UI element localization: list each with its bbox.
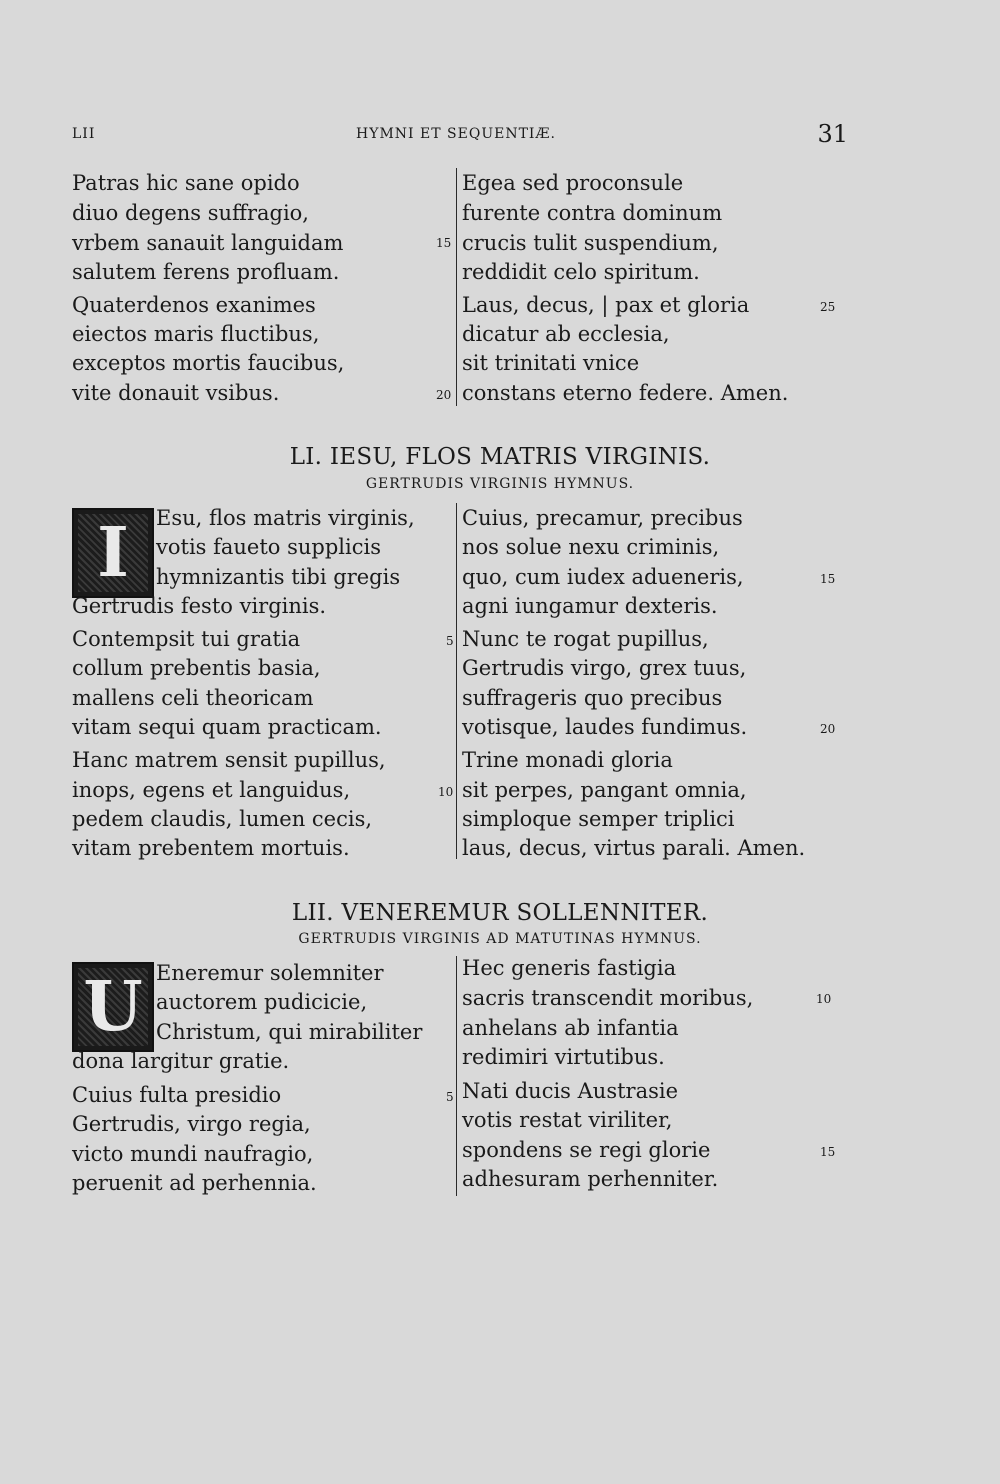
verse-line: Egea sed proconsule xyxy=(462,171,684,195)
verse-line: votis faueto supplicis xyxy=(156,535,381,559)
verse-line: constans eterno federe. Amen. xyxy=(462,381,789,405)
verse-line: vite donauit vsibus. xyxy=(72,381,280,405)
column-divider xyxy=(456,503,457,859)
verse-line: Gertrudis virgo, grex tuus, xyxy=(462,656,747,680)
verse-line: exceptos mortis faucibus, xyxy=(72,351,345,375)
verse-line: Eneremur solemniter xyxy=(156,961,384,985)
verse-line: Hec generis fastigia xyxy=(462,956,677,980)
line-number: 15 xyxy=(820,1145,836,1159)
verse-line: peruenit ad perhennia. xyxy=(72,1171,317,1195)
line-number: 10 xyxy=(816,992,832,1006)
verse-line: collum prebentis basia, xyxy=(72,656,321,680)
verse-line: reddidit celo spiritum. xyxy=(462,260,700,284)
verse-line: auctorem pudicicie, xyxy=(156,990,368,1014)
line-number: 25 xyxy=(820,300,836,314)
verse-line: Gertrudis, virgo regia, xyxy=(72,1112,311,1136)
line-number: 15 xyxy=(820,572,836,586)
verse-line: adhesuram perhenniter. xyxy=(462,1167,719,1191)
verse-line: agni iungamur dexteris. xyxy=(462,594,718,618)
initial-letter: U xyxy=(83,967,143,1047)
verse-line: Cuius, precamur, precibus xyxy=(462,506,743,530)
verse-line: Christum, qui mirabiliter xyxy=(156,1020,423,1044)
running-head-title: HYMNI ET SEQUENTIÆ. xyxy=(356,126,556,142)
decorated-initial xyxy=(72,508,154,598)
verse-line: laus, decus, virtus parali. Amen. xyxy=(462,836,806,860)
line-number: 15 xyxy=(436,236,452,250)
verse-line: sit trinitati vnice xyxy=(462,351,640,375)
verse-line: Trine monadi gloria xyxy=(462,748,673,772)
verse-line: Gertrudis festo virginis. xyxy=(72,594,327,618)
decorated-initial xyxy=(72,962,154,1052)
verse-line: sacris transcendit moribus, xyxy=(462,986,754,1010)
verse-line: furente contra dominum xyxy=(462,201,723,225)
hymn-52-text xyxy=(72,956,840,1196)
verse-line: hymnizantis tibi gregis xyxy=(156,565,401,589)
page-number: 31 xyxy=(817,120,848,148)
verse-line: spondens se regi glorie xyxy=(462,1138,711,1162)
verse-line: diuo degens suffragio, xyxy=(72,201,309,225)
verse-line: crucis tulit suspendium, xyxy=(462,231,719,255)
verse-line: suffrageris quo precibus xyxy=(462,686,723,710)
verse-line: eiectos maris fluctibus, xyxy=(72,322,320,346)
verse-line: inops, egens et languidus, xyxy=(72,778,351,802)
verse-line: dicatur ab ecclesia, xyxy=(462,322,670,346)
verse-line: votisque, laudes fundimus. xyxy=(462,715,748,739)
verse-line: quo, cum iudex adueneris, xyxy=(462,565,744,589)
verse-line: Nunc te rogat pupillus, xyxy=(462,627,709,651)
verse-line: pedem claudis, lumen cecis, xyxy=(72,807,373,831)
verse-line: nos solue nexu criminis, xyxy=(462,535,720,559)
column-divider xyxy=(456,956,457,1196)
running-head xyxy=(0,120,1000,150)
verse-line: Hanc matrem sensit pupillus, xyxy=(72,748,386,772)
verse-line: vitam sequi quam practicam. xyxy=(72,715,382,739)
verse-line: Laus, decus, | pax et gloria xyxy=(462,293,750,317)
verse-line: sit perpes, pangant omnia, xyxy=(462,778,747,802)
verse-line: vrbem sanauit languidam xyxy=(72,231,344,255)
line-number: 20 xyxy=(820,722,836,736)
running-head-left: LII xyxy=(72,126,96,142)
verse-line: Quaterdenos exanimes xyxy=(72,293,316,317)
verse-line: votis restat viriliter, xyxy=(462,1108,673,1132)
verse-line: vitam prebentem mortuis. xyxy=(72,836,350,860)
hymn-subtitle: GERTRUDIS VIRGINIS AD MATUTINAS HYMNUS. xyxy=(298,931,702,947)
hymn-title: LII. VENEREMUR SOLLENNITER. xyxy=(291,900,709,926)
line-number: 5 xyxy=(446,1090,454,1104)
verse-line: Nati ducis Austrasie xyxy=(462,1079,679,1103)
line-number: 20 xyxy=(436,388,452,402)
verse-line: Contempsit tui gratia xyxy=(72,627,301,651)
column-divider xyxy=(456,168,457,406)
line-number: 5 xyxy=(446,634,454,648)
verse-line: mallens celi theoricam xyxy=(72,686,314,710)
line-number: 10 xyxy=(438,785,454,799)
verse-line: victo mundi naufragio, xyxy=(72,1142,314,1166)
verse-line: Patras hic sane opido xyxy=(72,171,300,195)
verse-line: redimiri virtutibus. xyxy=(462,1045,665,1069)
verse-line: Esu, flos matris virginis, xyxy=(156,506,415,530)
hymn-subtitle: GERTRUDIS VIRGINIS HYMNUS. xyxy=(365,476,635,492)
hymn-51-text xyxy=(72,503,840,863)
hymn-50-ending xyxy=(72,168,840,408)
verse-line: Cuius fulta presidio xyxy=(72,1083,282,1107)
verse-line: dona largitur gratie. xyxy=(72,1049,290,1073)
initial-letter: I xyxy=(97,513,129,593)
verse-line: simploque semper triplici xyxy=(462,807,735,831)
verse-line: anhelans ab infantia xyxy=(462,1016,679,1040)
hymn-title: LI. IESU, FLOS MATRIS VIRGINIS. xyxy=(289,444,711,470)
verse-line: salutem ferens profluam. xyxy=(72,260,340,284)
